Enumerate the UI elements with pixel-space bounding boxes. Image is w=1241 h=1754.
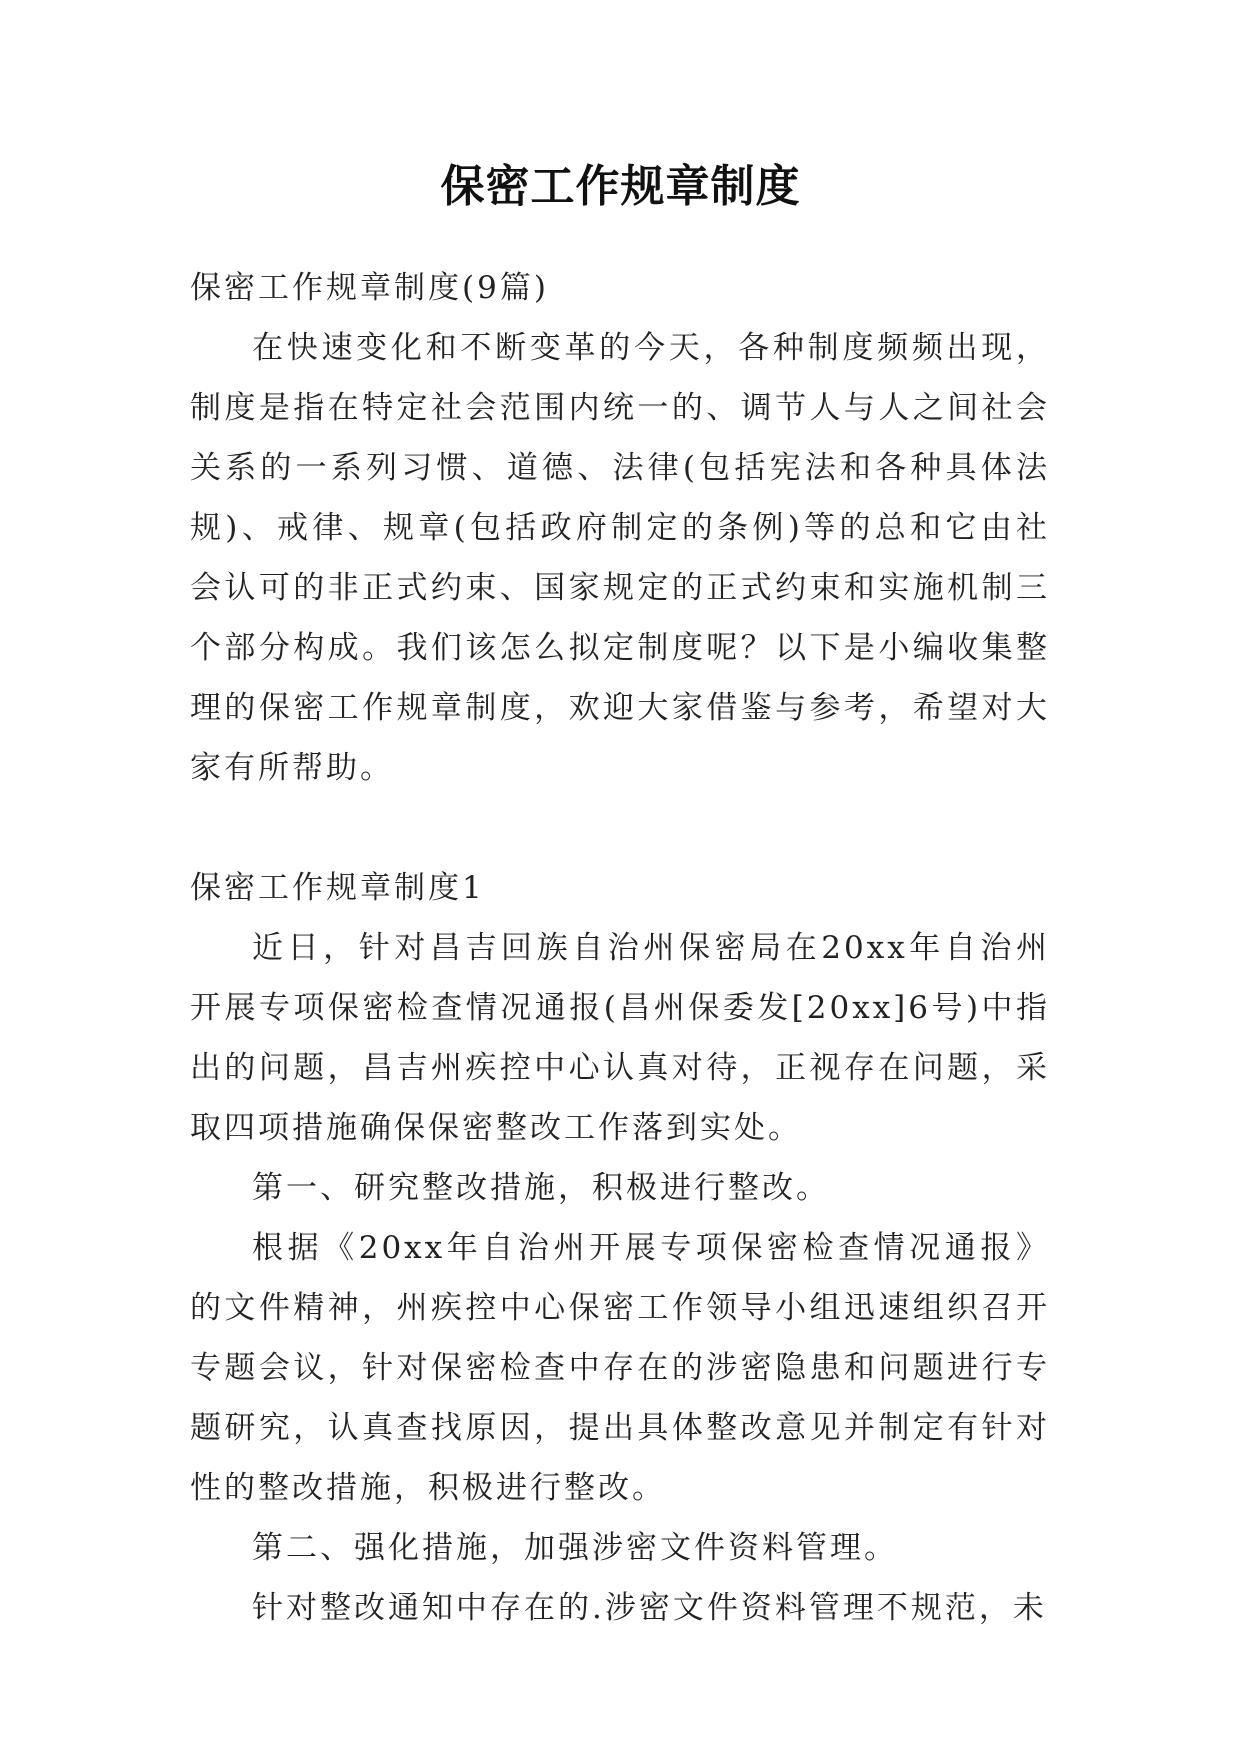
point-paragraph: 针对整改通知中存在的.涉密文件资料管理不规范，未 (252, 1590, 1047, 1626)
section-heading: 保密工作规章制度1 (190, 870, 485, 906)
document-body (190, 258, 1050, 1638)
document-subtitle: 保密工作规章制度(9篇) (190, 270, 549, 306)
intro-paragraph: 在快速变化和不断变革的今天，各种制度频频出现，制度是指在特定社会范围内统一的、调节人与人之间社会关系的一系列习惯、道德、法律(包括宪法和各种具体法规)、戒律、规章(包括政府制定的条例)等的总和它由社会认可的非正式约束、国家规定的正式约束和实施机制三个部分构成。我们该怎么拟定制度呢？以下是小编收集整理的保密工作规章制度，欢迎大家借鉴与参考，希望对大家有所帮助。 (190, 330, 1050, 786)
point-heading: 第一、研究整改措施，积极进行整改。 (252, 1170, 830, 1206)
point-heading: 第二、强化措施，加强涉密文件资料管理。 (252, 1530, 898, 1566)
document-title: 保密工作规章制度 (440, 161, 801, 212)
point-paragraph: 根据《20xx年自治州开展专项保密检查情况通报》的文件精神，州疾控中心保密工作领导小组迅速组织召开专题会议，针对保密检查中存在的涉密隐患和问题进行专题研究，认真查找原因，提出具体整改意见并制定有针对性的整改措施，积极进行整改。 (190, 1230, 1050, 1506)
section-paragraph: 近日，针对昌吉回族自治州保密局在20xx年自治州开展专项保密检查情况通报(昌州保委发[20xx]6号)中指出的问题，昌吉州疾控中心认真对待，正视存在问题，采取四项措施确保保密整改工作落到实处。 (190, 930, 1050, 1146)
